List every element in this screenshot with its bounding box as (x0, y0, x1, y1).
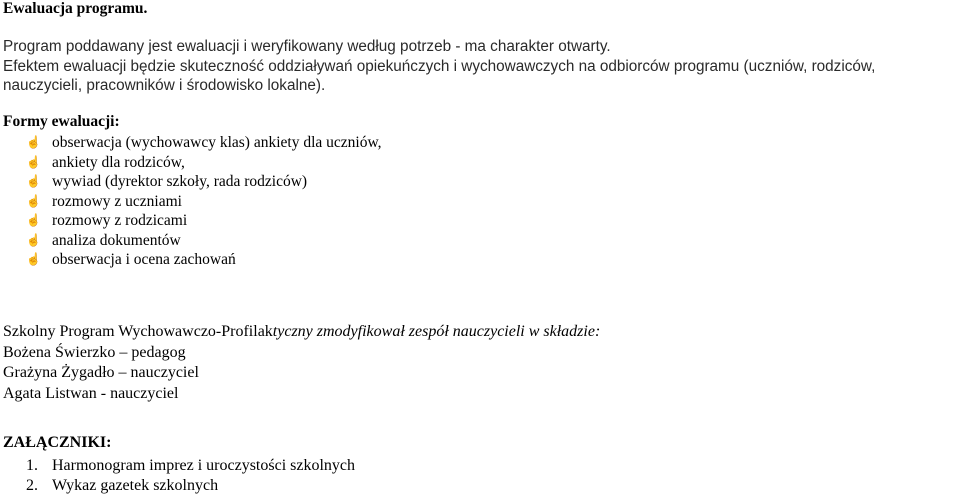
list-item-number: 2. (26, 476, 38, 494)
list-item (26, 476, 355, 495)
hand-pointer-icon: ☝ (26, 135, 41, 149)
hand-pointer-icon: ☝ (26, 213, 41, 227)
hand-pointer-icon: ☝ (26, 193, 41, 208)
list-item-text: analiza dokumentów (52, 231, 181, 249)
attachments-list (26, 456, 355, 495)
team-intro-italic: tyczny zmodyfikował zespół nauczycieli w składzie: (272, 323, 601, 340)
hand-pointer-icon: ☝ (26, 154, 41, 169)
intro-paragraph (3, 37, 958, 96)
list-item (26, 192, 382, 212)
team-section (3, 322, 600, 404)
hand-pointer-icon: ☝ (26, 252, 41, 266)
document-title: Ewaluacja programu. (3, 0, 148, 17)
list-item-text: obserwacja i ocena zachowań (52, 251, 236, 268)
list-item (26, 211, 382, 231)
forms-heading: Formy ewaluacji: (3, 113, 120, 130)
list-item-text: rozmowy z uczniami (52, 192, 182, 210)
list-item-text: rozmowy z rodzicami (52, 212, 188, 229)
intro-line-2: Efektem ewaluacji będzie skuteczność oddziaływań opiekuńczych i wychowawczych na odbiorców programu (uczniów, rodziców, nauczycieli, pracowników i środowisko lokalne). (3, 57, 876, 95)
intro-line-1: Program poddawany jest ewaluacji i weryfikowany według potrzeb - ma charakter otwarty. (3, 38, 611, 55)
list-item-number: 1. (26, 457, 38, 474)
list-item (26, 172, 382, 192)
list-item-text: wywiad (dyrektor szkoły, rada rodziców) (52, 173, 308, 190)
list-item (26, 250, 382, 270)
list-item (26, 456, 355, 476)
list-item-text: Harmonogram imprez i uroczystości szkolnych (52, 457, 356, 474)
team-member: Grażyna Żygadło – nauczyciel (3, 364, 199, 381)
list-item-text: Wykaz gazetek szkolnych (52, 476, 219, 494)
team-member: Bożena Świerzko – pedagog (3, 343, 186, 361)
attachments-heading: ZAŁĄCZNIKI: (3, 434, 112, 451)
list-item-text: ankiety dla rodziców, (52, 153, 185, 171)
team-intro-plain: Szkolny Program Wychowawczo-Profilak (3, 323, 273, 340)
hand-pointer-icon: ☝ (26, 174, 41, 188)
team-intro (3, 322, 600, 343)
team-member: Agata Listwan - nauczyciel (3, 384, 179, 402)
list-item (26, 133, 382, 153)
list-item (26, 153, 382, 173)
list-item-text: obserwacja (wychowawcy klas) ankiety dla uczniów, (52, 134, 382, 151)
forms-list (26, 133, 382, 270)
list-item (26, 231, 382, 251)
hand-pointer-icon: ☝ (26, 232, 41, 247)
